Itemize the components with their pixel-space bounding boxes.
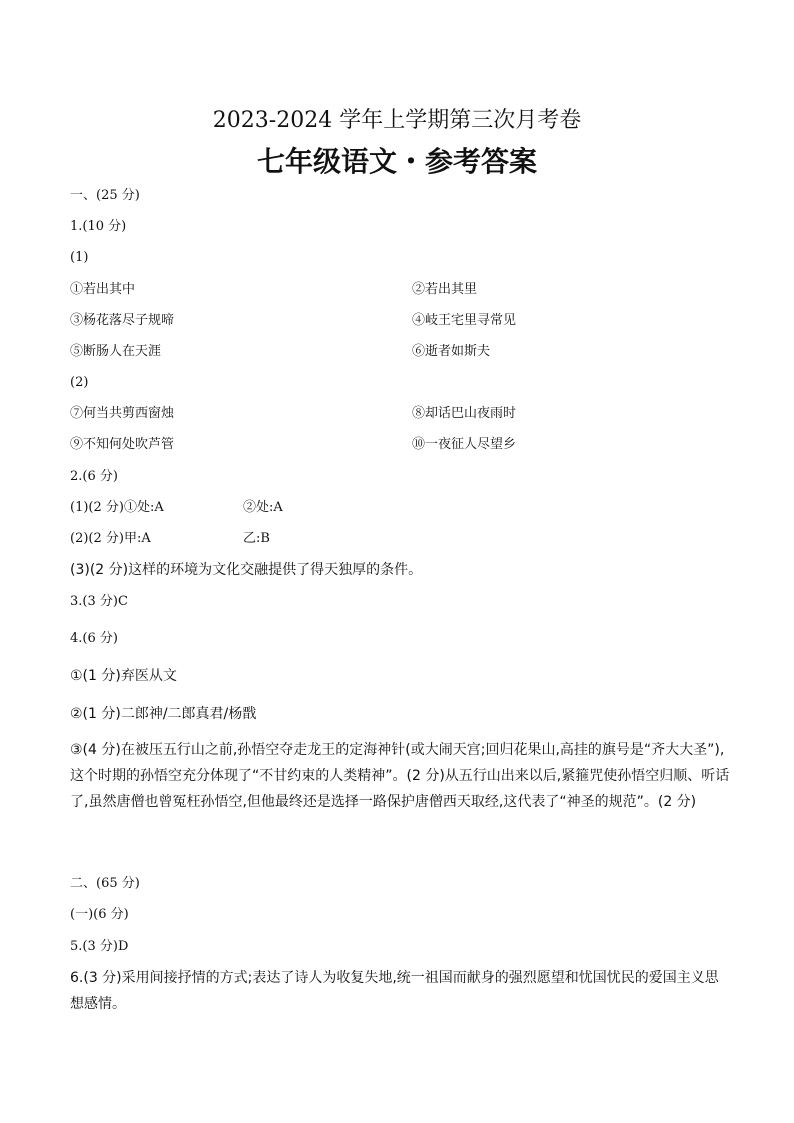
question-6-answer: 6.(3 分)采用间接抒情的方式;表达了诗人为收复失地,统一祖国而献身的强烈愿望和忧国忧民的爱国主义思想感情。 xyxy=(70,970,719,1012)
answer-6: ⑥逝者如斯夫 xyxy=(412,344,491,359)
answer-9: ⑨不知何处吹芦管 xyxy=(70,437,175,452)
question-4-2-answer: ②(1 分)二郎神/二郎真君/杨戬 xyxy=(70,706,257,722)
answer-1: ①若出其中 xyxy=(70,282,136,297)
answer-8: ⑧却话巴山夜雨时 xyxy=(412,406,517,421)
answer-key-title: 七年级语文・参考答案 xyxy=(256,145,537,178)
answer-7: ⑦何当共剪西窗烛 xyxy=(70,406,175,421)
question-3-answer: 3.(3 分)C xyxy=(70,594,128,609)
section-one-heading: 一、(25 分) xyxy=(70,188,140,203)
question-2-heading: 2.(6 分) xyxy=(70,469,118,484)
section-two-heading: 二、(65 分) xyxy=(70,876,140,891)
answer-2: ②若出其里 xyxy=(412,282,478,297)
question-2-1-answer-b: ②处:A xyxy=(243,500,283,515)
answer-4: ④岐王宅里寻常见 xyxy=(412,313,517,328)
question-1-part-2: (2) xyxy=(70,375,89,390)
question-1-heading: 1.(10 分) xyxy=(70,219,127,234)
question-2-2-answer-a: (2)(2 分)甲:A xyxy=(70,531,151,546)
question-2-1-answer-a: (1)(2 分)①处:A xyxy=(70,500,164,515)
answer-5: ⑤断肠人在天涯 xyxy=(70,344,162,359)
question-4-1-answer: ①(1 分)弃医从文 xyxy=(70,668,177,684)
section-two-part-one: (一)(6 分) xyxy=(70,907,129,922)
question-2-3-answer: (3)(2 分)这样的环境为文化交融提供了得天独厚的条件。 xyxy=(70,562,423,578)
question-4-heading: 4.(6 分) xyxy=(70,631,118,646)
question-4-3-answer: ③(4 分)在被压五行山之前,孙悟空夺走龙王的定海神针(或大闹天宫;回归花果山,高挂的旗号是“齐大大圣”),这个时期的孙悟空充分体现了“不甘约束的人类精神”。(2 分)从五行山出来以后,紧箍咒使孙悟空归顺、听话了,虽然唐僧也曾冤枉孙悟空,但他最终还是选择一路保护唐僧西天取经,这代表了“神圣的规范”。(2 分) xyxy=(70,742,730,810)
exam-title: 2023-2024 学年上学期第三次月考卷 xyxy=(212,108,582,133)
answer-10: ⑩一夜征人尽望乡 xyxy=(412,437,517,452)
question-2-2-answer-b: 乙:B xyxy=(243,531,270,546)
question-5-answer: 5.(3 分)D xyxy=(70,939,129,954)
answer-3: ③杨花落尽子规啼 xyxy=(70,313,175,328)
question-1-part-1: (1) xyxy=(70,250,89,265)
